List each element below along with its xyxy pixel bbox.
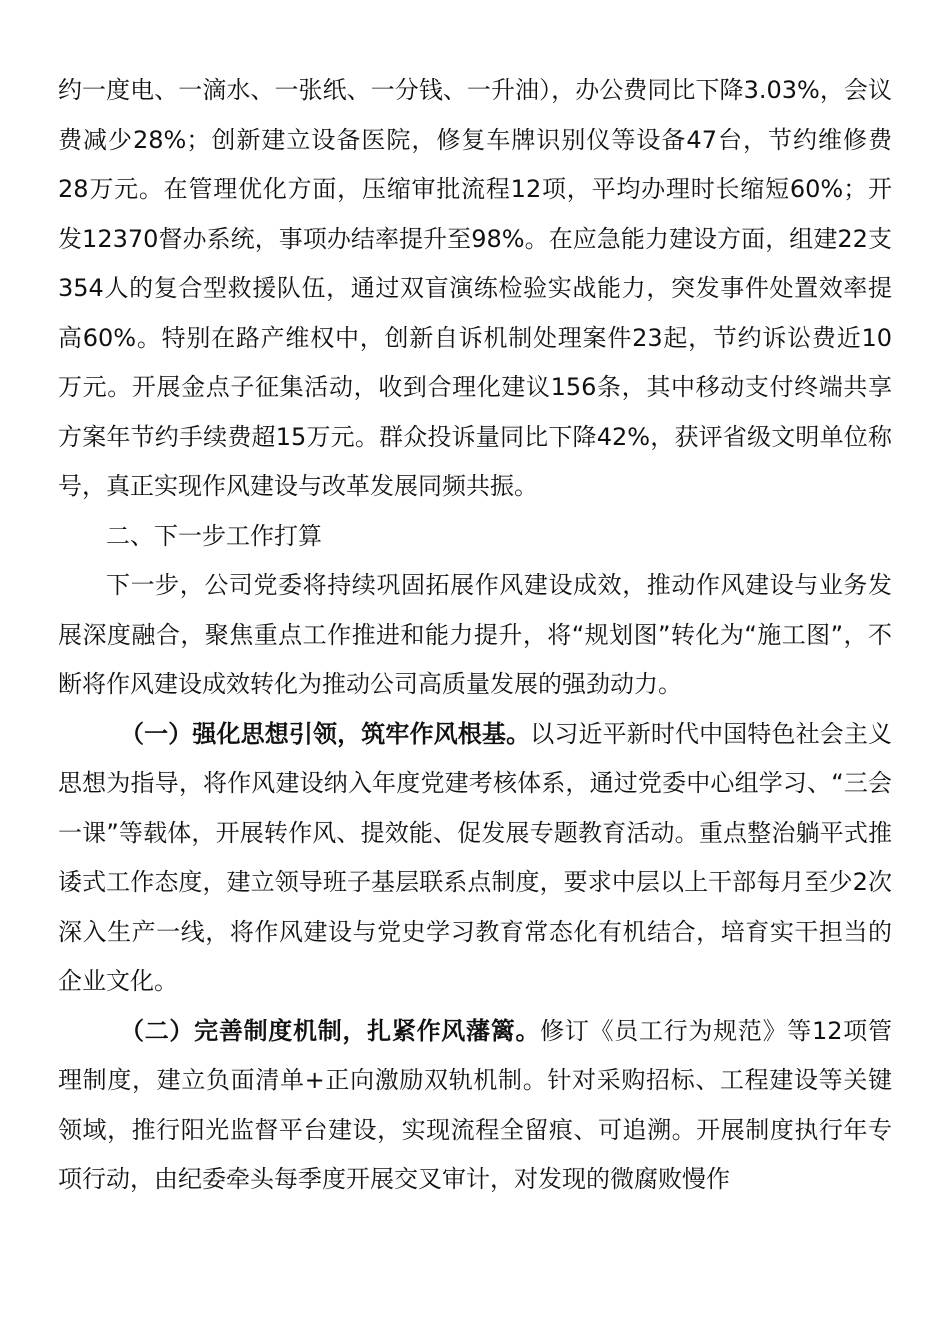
intro-paragraph: 下一步，公司党委将持续巩固拓展作风建设成效，推动作风建设与业务发展深度融合，聚焦重点工作推进和能力提升，将“规划图”转化为“施工图”，不断将作风建设成效转化为推动公司高质量发展的强劲动力。 <box>58 571 892 698</box>
section-heading: 二、下一步工作打算 <box>106 521 322 550</box>
item-2-paragraph <box>58 1007 892 1205</box>
document-page <box>58 66 892 1205</box>
item-1-paragraph <box>58 710 892 1007</box>
item-2-body: 修订《员工行为规范》等12项管理制度，建立负面清单+正向激励双轨机制。针对采购招标、工程建设等关键领域，推行阳光监督平台建设，实现流程全留痕、可追溯。开展制度执行年专项行动，由纪委牵头每季度开展交叉审计，对发现的微腐败慢作 <box>58 1016 892 1193</box>
paragraph-continued: 约一度电、一滴水、一张纸、一分钱、一升油），办公费同比下降3.03%，会议费减少28%；创新建立设备医院，修复车牌识别仪等设备47台，节约维修费28万元。在管理优化方面，压缩审批流程12项，平均办理时长缩短60%；开发12370督办系统，事项办结率提升至98%。在应急能力建设方面，组建22支354人的复合型救援队伍，通过双盲演练检验实战能力，突发事件处置效率提高60%。特别在路产维权中，创新自诉机制处理案件23起，节约诉讼费近10万元。开展金点子征集活动，收到合理化建议156条，其中移动支付终端共享方案年节约手续费超15万元。群众投诉量同比下降42%，获评省级文明单位称号，真正实现作风建设与改革发展同频共振。 <box>58 76 892 500</box>
item-2-title: （二）完善制度机制，扎紧作风藩篱。 <box>120 1016 541 1045</box>
item-1-body: 以习近平新时代中国特色社会主义思想为指导，将作风建设纳入年度党建考核体系，通过党委中心组学习、“三会一课”等载体，开展转作风、提效能、促发展专题教育活动。重点整治躺平式推诿式工作态度，建立领导班子基层联系点制度，要求中层以上干部每月至少2次深入生产一线，将作风建设与党史学习教育常态化有机结合，培育实干担当的企业文化。 <box>58 719 893 995</box>
item-1-title: （一）强化思想引领，筑牢作风根基。 <box>120 719 531 748</box>
